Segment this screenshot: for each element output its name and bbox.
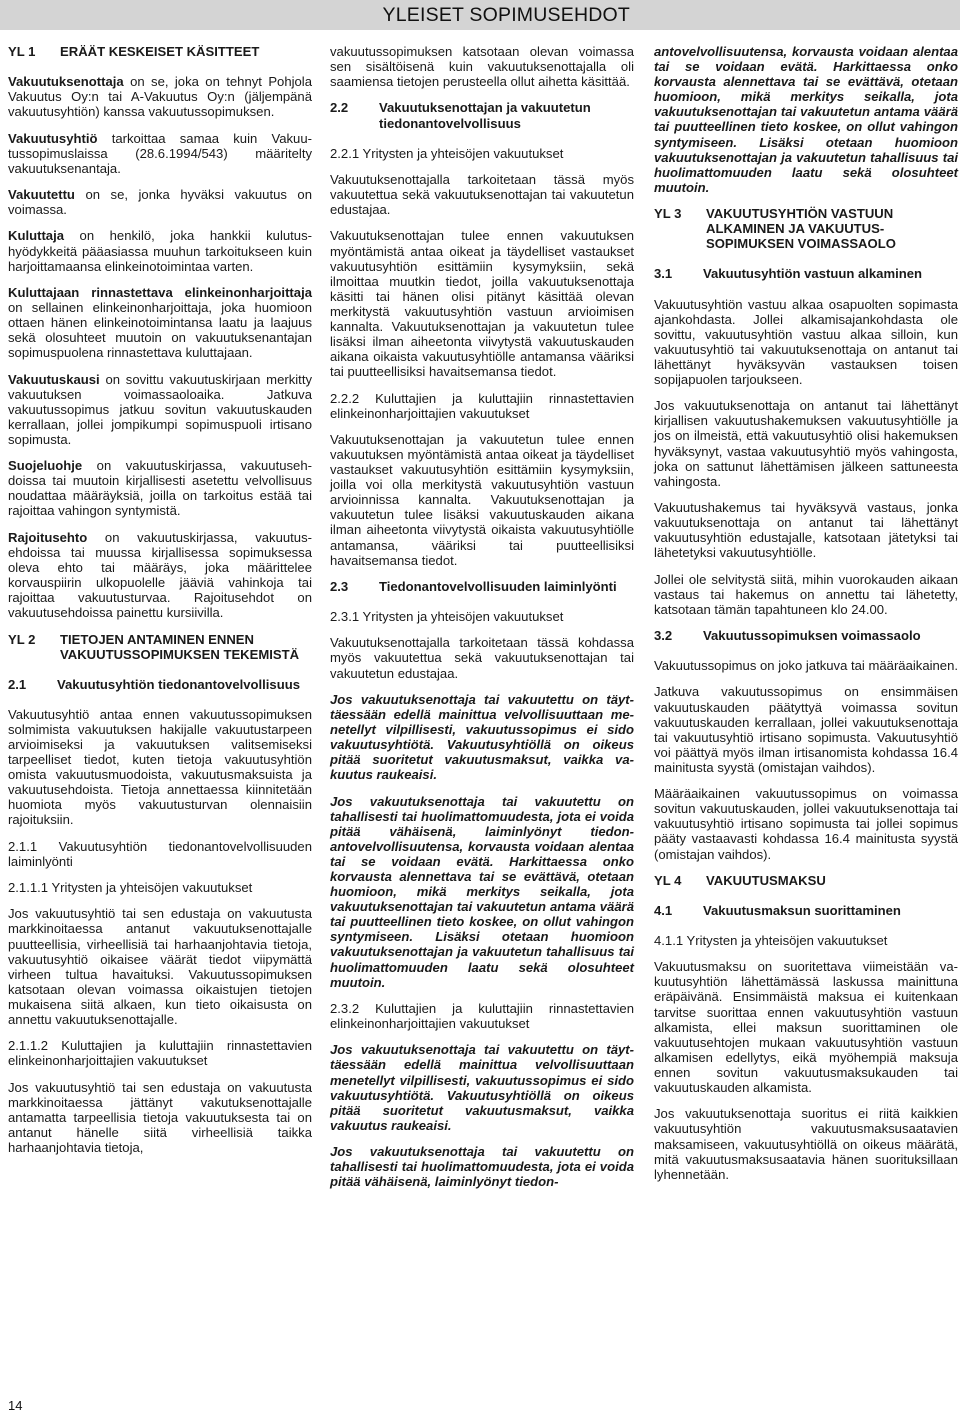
definition-text: on se, joka on tehnyt Pohjola Vakuutus Oy:n tai A-Vakuutus Oy:n (jäljempänä vakuutusyhtiön) kanssa vakuutussopimuksen. [8,74,312,120]
section-title: ERÄÄT KESKEISET KÄSITTEET [60,44,260,59]
body-paragraph: Jollei ole selvitystä siitä, mihin vuorokauden aikaan vastaus tai hakemus on annettu tai lähetetty, katsotaan tämän tapahtuneen klo 24.00. [654,571,958,617]
section-title: VAKUUTUSMAKSU [706,872,826,888]
definition-paragraph [8,131,312,176]
subheading-paragraph: 2.3.1 Yritysten ja yhteisöjen vakuutukset [330,609,564,625]
restriction-paragraph: Jos vakuutuksenottaja tai vakuutettu on tahallisesti tai huolimattomuudesta, jota ei voida pitää vähäisenä, laiminlyönyt tiedonantovelvollisuutensa, korvausta voidaan alentaa tai se voidaan evätä. Harkittaessa onko korvausta alennettava tai se evättävä, otetaan huomioon, mikä merkitys seikalla, jota vakuutuksenottajan tai vakuutetun antama väärä tai puutteellinen tieto koskee, on ollut vahingon syntymiseen. Lisäksi otetaan huomioon vakuutuksenottajan ja vakuutetun tahallisuus tai huolimattomuuden laatu sekä olosuhteet muutoin. [330,793,634,990]
section-number: YL 2 [8,631,36,647]
column-2 [330,44,634,1189]
page-number: 14 [8,1398,23,1413]
section-number: YL 4 [654,872,682,888]
defined-term: Rajoitusehto [8,529,88,545]
subsection-heading-2-1 [8,677,312,692]
definition-paragraph [8,530,312,621]
definition-text: on sovittu vakuutuskirjaan merkitty vakuutuksen voimassaoloaika. Jatkuva vakuutussopimus jatkuu sovitun vakuutuskauden kerrallaan, jollei jompikumpi sopimuspuoli irtisano sopimusta. [8,371,312,447]
subsection-title: Vakuutusyhtiön tiedonantovelvollisuus [57,676,300,692]
definition-text: on vakuutuskirjassa, vakuutusehdoissa tai muussa kirjallisessa sopimuksessa oleva ehto tai määräys, joka määrittelee korvauspiirin ulkopuolelle jääviä vahinkoja tai rajoittaa vakuutusturvaa. Rajoitusehdot on vakuutusehdoissa painettu kursiivilla. [8,529,312,621]
body-paragraph: Vakuutuksenottajan ja vakuutetun tulee ennen vakuutuksen myöntämistä antaa oikeat ja täydelliset vastaukset vakuutusyhtiön esittämiin kysymyksiin, joilla voi olla merkitystä vakuutusyhtiön vastuun arvioinnissa kannalta. Vakuutuksenottajan ja vakuutetun tulee lisäksi vakuutuskauden aikana ilman aiheetonta viivytystä oikaista vakuutusyhtiölle antamansa, vääriksi tai puutteellisiksi havaitsemansa tiedot. [330,431,634,568]
defined-term: Vakuutuksenottaja [8,74,124,90]
definition-paragraph [8,458,312,518]
definition-paragraph [8,228,312,273]
definition-text: on se, jonka hyväksi vakuutus on voimassa. [8,187,312,218]
body-paragraph: Vakuutushakemus tai hyväksyvä vastaus, jonka vakuutuksenottaja on antanut tai lähettänyt vakuutusyhtiön edustajalle, katsotaan jätetyksi tai lähetetyksi vakuutusyhtiölle. [654,500,958,561]
subsection-number: 2.3 [330,578,349,594]
subheading-paragraph: 2.2.2 Kuluttajien ja kuluttajiin rinnastettavien elinkeinonharjoittajien vakuutukset [330,390,634,421]
subsection-title: Tiedonantovelvollisuuden laiminlyönti [379,578,617,594]
definition-text: on sellainen elinkeinonharjoittaja, joka huomioon ottaen hänen elinkeinotoimintansa laatu ja laajuus sekä olosuhteet muutoin on vakuutuksenantajan sopimuspuolena rinnastettava kuluttajaan. [8,299,312,361]
definition-paragraph [8,372,312,447]
subsection-title: Vakuutuksenottajan ja vakuutetun tiedonantovelvollisuus [379,100,591,131]
body-paragraph: Vakuutusyhtiön vastuu alkaa osapuolten sopimasta ajankohdasta. Jollei alkamisajankohdasta ole sovittu, vakuutusyhtiön vastuu alkaa silloin, kun vakuutusyhtiö tai vakuutuksenottaja on antanut tai lähettänyt hyväksyvän vastauksen toisen sopijapuolen tarjoukseen. [654,296,958,387]
section-heading-yl1 [8,44,312,59]
definition-paragraph [8,285,312,360]
body-paragraph: Vakuutusyhtiö antaa ennen vakuutussopimuksen solmimista vakuutuksen hakijalle vakuutustarpeen arvioimiseksi ja vakuutuksen valitsemiseksi tarpeelliset tiedot, kuten tietoja vakuutusyhtiön omista vakuutusmuodoista, vakuutusmaksuista ja vakuutusehdoista. Tietoja annettaessa kiinnitetään huomiota myös vakuutusturvan olennaisiin rajoituksiin. [8,706,312,828]
subsection-number: 3.2 [654,628,673,644]
body-paragraph: Määräaikainen vakuutussopimus on voimassa sovitun vakuutuskauden, jollei vakuutuksenottaja tai vakuutusyhtiö irtisano sopimusta tai jollei sopimus pääty vastaavasti kohdassa 16.4 mainitusta syystä (omistajan vaihdos). [654,786,958,862]
definition-paragraph [8,74,312,119]
defined-term: Vakuutettu [8,187,75,203]
subsection-title: Vakuutusmaksun suorittaminen [703,902,901,918]
section-title: VAKUUTUSYHTIÖN VASTUUN ALKAMINEN JA VAKUUTUSSOPIMUKSEN VOIMASSAOLO [706,206,896,252]
subsection-heading-4-1 [654,903,958,918]
restriction-paragraph: Jos vakuutuksenottaja tai vakuutettu on tahallisesti tai huolimattomuudesta, jota ei voida pitää vähäisenä, laiminlyönyt tiedon- [330,1144,634,1190]
body-paragraph: Jos vakuutuksenottaja on antanut tai lähettänyt kirjallisen vakuutushakemuksen vakuutusyhtiölle ja jos on ilmeistä, että vakuutusyhtiö olisi hakemuksen hyväksynyt, vastaa vakuutusyhtiö myös vahingosta, joka on sattunut lähettämisen jälkeen sattuneesta vahingosta. [654,398,958,489]
body-paragraph: Jos vakuutusyhtiö tai sen edustaja on vakuutusta markkinoitaessa jättänyt vakutuksenottajalle antamatta tarpeellisia tietoja vakuutuksesta tai on antanut hänelle siitä virheellisiä taikka harhaanjohtavia tietoja, [8,1079,312,1156]
subsection-heading-2-3 [330,579,634,594]
defined-term: Vakuutusyhtiö [8,130,98,146]
subsection-number: 2.1 [8,676,27,692]
body-paragraph: Jos vakuutusyhtiö tai sen edustaja on vakuutusta markkinoitaessa antanut vakuutuksenottajalle puutteellisia, virheellisiä tai harhaanjohtavia tietoja, vakuutusyhtiö oikaisee väärät tiedot viipymättä virheen tultua havaituksi. Vakuutussopimuksen katsotaan olevan voimassa oikaistujen tietojen mukaisena siitä alkaen, kun tieto oikaisusta on annettu vakuutuksenottajalle. [8,906,312,1028]
restriction-paragraph: Jos vakuutuksenottaja tai vakuutettu on täyttäessään edellä mainittua velvollisuuttaan menetellyt vilpillisesti, vakuutussopimus ei sido vakuutusyhtiötä. Vakuutusyhtiöllä on oikeus pitää suoritetut vakuutusmaksut, vaikka vakuutus raukeaisi. [330,691,634,783]
section-number: YL 1 [8,44,36,59]
body-paragraph: Vakuutuksenottajalla tarkoitetaan tässä kohdassa myös vakuutettua sekä vakuutuksenottajan tai vakuutetun edustajaa. [330,635,634,681]
subsection-title: Vakuutusyhtiön vastuun alkaminen [703,266,923,282]
page-title: YLEISET SOPIMUSEHDOT [382,4,630,26]
defined-term: Vakuutuskausi [8,371,100,387]
subsection-number: 3.1 [654,266,673,282]
definition-text: tarkoittaa samaa kuin Vakuutussopimuslaissa (28.6.1994/543) määritelty vakuutuksenantaja. [8,130,312,176]
section-heading-yl2 [8,632,312,662]
section-number: YL 3 [654,206,682,222]
body-paragraph: vakuutussopimuksen katsotaan olevan voimassa sen sisältöisenä kuin vakuutuksenottajalla oli saamiensa tietojen perusteella ollut aihetta käsittää. [330,44,634,90]
subsection-title: Vakuutussopimuksen voimassaolo [703,628,921,644]
subheading-paragraph: 2.1.1.2 Kuluttajien ja kuluttajiin rinnastettavien elinkeinonharjoittajien vakuutukset [8,1038,312,1069]
body-paragraph: Jos vakuutuksenottaja suoritus ei riitä kaikkien vakuutusyhtiön vakuutusmaksusaatavien maksamiseen, vakuutusyhtiöllä on oikeus määrätä, mitä vakuutusmaksusaatavia hänen suorituksillaan lyhennetään. [654,1106,958,1182]
subheading-paragraph: 4.1.1 Yritysten ja yhteisöjen vakuutukset [654,933,888,948]
restriction-paragraph: Jos vakuutuksenottaja tai vakuutettu on täyttäessään edellä mainittua velvollisuuttaan menetellyt vilpillisesti, vakuutussopimus ei sido vakuutusyhtiötä. Vakuutusyhtiöllä on oikeus pitää suoritetut vakuutusmaksut, vaikka vakuutus raukeaisi. [330,1042,634,1133]
restriction-paragraph: antovelvollisuutensa, korvausta voidaan alentaa tai se voidaan evätä. Harkittaessa onko korvausta alennettava tai se evättävä, otetaan huomioon, mikä merkitys seikalla, jota vakuutuksenottajan tai vakuutetun antama väärä tai puutteellinen tieto koskee, on ollut vahingon syntymiseen. Lisäksi otetaan huomioon vakuutuksenottajan ja vakuutetun tahallisuus tai huolimattomuuden laatu sekä olosuhteet muutoin. [654,44,958,195]
column-3 [654,44,958,1182]
defined-term: Kuluttajaan rinnastettava elinkeinonharjoittaja [8,284,312,300]
subheading-paragraph: 2.2.1 Yritysten ja yhteisöjen vakuutukset [330,145,564,161]
subheading-paragraph: 2.1.1 Vakuutusyhtiön tiedonantovelvollisuuden laiminlyönti [8,838,312,869]
subheading-paragraph: 2.3.2 Kuluttajien ja kuluttajiin rinnastettavien elinkeinonharjoittajien vakuutukset [330,1000,634,1032]
body-paragraph: Jatkuva vakuutussopimus on ensimmäisen vakuutuskauden päätyttyä voimassa sovitun vakuutuskauden kerrallaan, jollei vakuutuksenottaja tai vakuutusyhtiö irtisano sopimusta. Vakuutusyhtiö voi päättyä myös ilman irtisanomista kohdassa 16.4 mainitusta syystä (omistajan vaihdos). [654,684,958,775]
definition-text: on vakuutuskirjassa, vakuutusehdoissa tai muutoin kirjallisesti asetettu velvollisuus noudattaa määräyksiä, joilla on tarkoitus estää tai rajoittaa vahingon syntymistä. [8,458,312,519]
definition-paragraph [8,187,312,217]
definition-text: on henkilö, joka hankkii kulutushyödykkeitä pääasiassa muuhun tarkoitukseen kuin harjoittamaansa elinkeinotoimintaa varten. [8,228,312,274]
body-paragraph: Vakuutuksenottajan tulee ennen vakuutuksen myöntämistä antaa oikeat ja täydelliset vastaukset vakuutusyhtiön esittämiin kysymyksiin, sekä ilmoittaa muutkin tiedot, joilla vakuutuksenottaja käsitti tai hänen olisi pitänyt käsittää olevan merkitystä vakuutusyhtiön vastuun arvioimisen kannalta. Vakuutuksenottajan ja vakuutetun tulee lisäksi ilman aiheetonta viivytystä vakuutuskauden aikana oikaista vakuutusyhtiölle antamansa vääriksi tai puutteellisiksi havaitsemansa tiedot. [330,228,634,380]
subsection-heading-3-2 [654,628,958,643]
section-heading-yl3 [654,206,958,251]
subheading-paragraph: 2.1.1.1 Yritysten ja yhteisöjen vakuutukset [8,880,253,896]
defined-term: Kuluttaja [8,228,65,244]
header-bar [0,0,960,30]
column-1 [8,44,312,1155]
subsection-heading-2-2 [330,100,634,130]
subsection-number: 2.2 [330,100,349,116]
section-title: TIETOJEN ANTAMINEN ENNEN VAKUUTUSSOPIMUKSEN TEKEMISTÄ [60,631,300,662]
section-heading-yl4 [654,873,958,888]
body-paragraph: Vakuutusmaksu on suoritettava viimeistään vakuutusyhtiön lähettämässä laskussa mainittuna eräpäivänä. Ensimmäistä maksua ei kuitenkaan tarvitse suorittaa ennen vakuutusyhtiön vastuun alkamista, ellei maksun suorittaminen ole vakuutusehtojen mukaan vakuutusyhtiön vastuun alkamisen edellytys, eikä myöhempiä maksuja ennen sovitun vakuutusmaksukauden tai vakuutuskauden alkamista. [654,959,958,1096]
body-paragraph: Vakuutuksenottajalla tarkoitetaan tässä myös vakuutettua sekä vakuutuksenottajan tai vakuutetun edustajaa. [330,171,634,218]
defined-term: Suojeluohje [8,458,83,474]
subsection-heading-3-1 [654,266,958,281]
subsection-number: 4.1 [654,902,673,918]
body-paragraph: Vakuutussopimus on joko jatkuva tai määräaikainen. [654,658,958,674]
